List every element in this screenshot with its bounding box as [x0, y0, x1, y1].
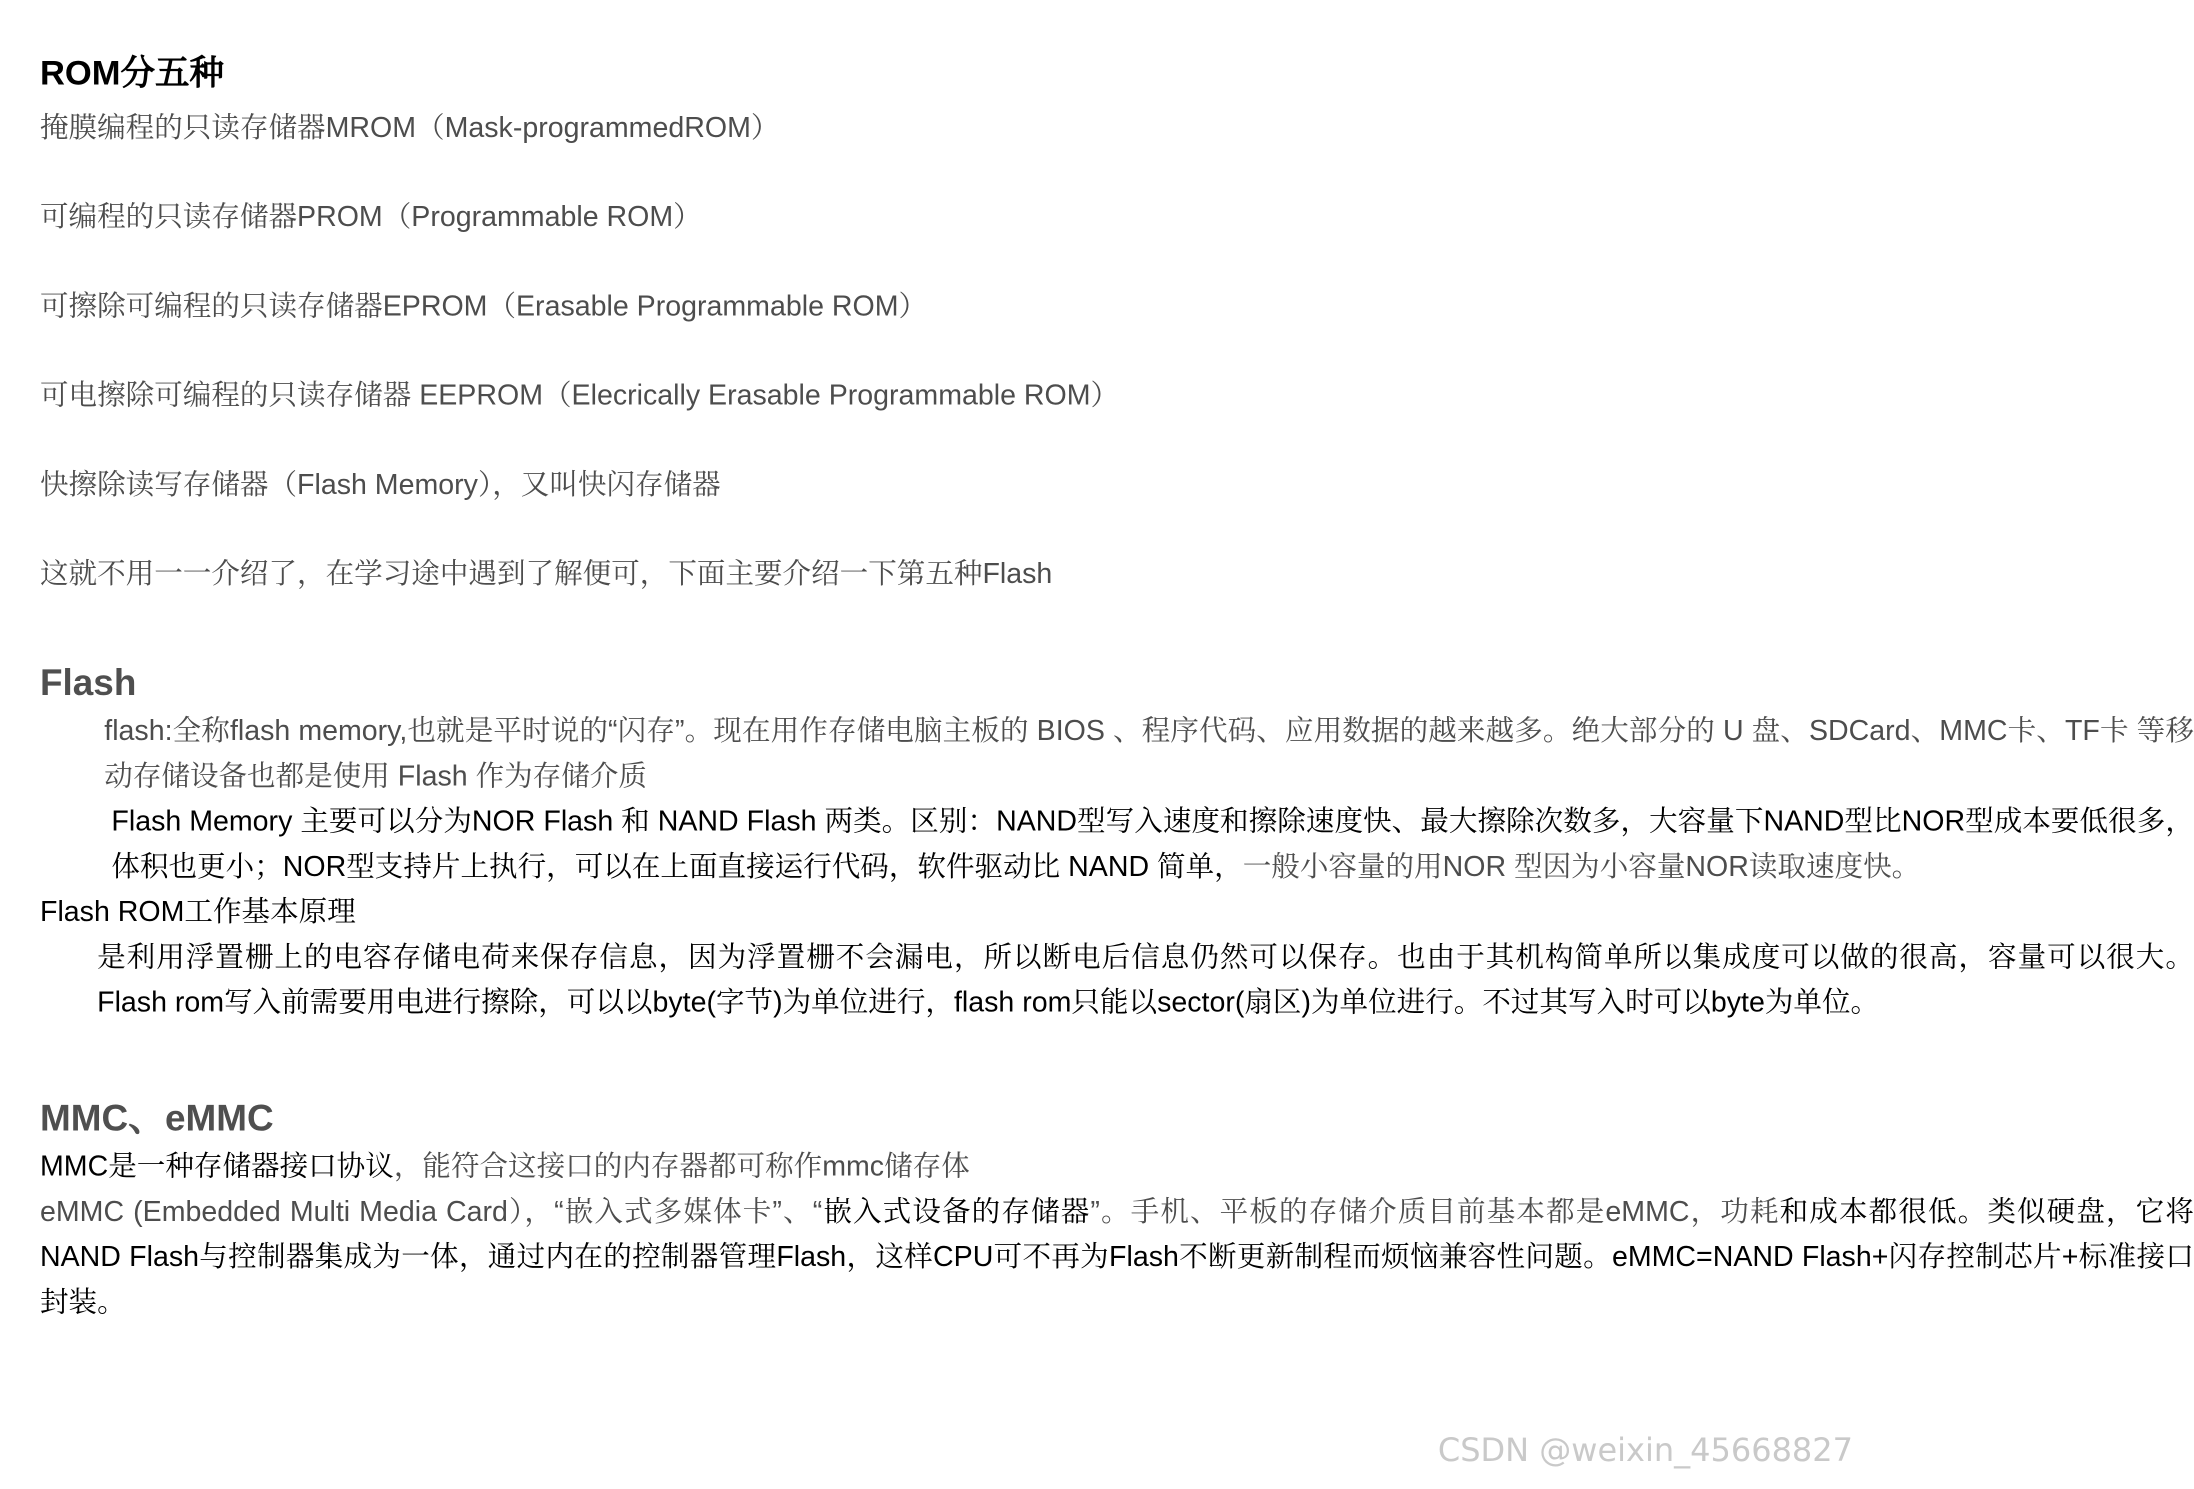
flash-paragraph-definition [40, 709, 2194, 799]
mmc-definition-lead: MMC是一种存储器接口协议 [40, 1150, 394, 1183]
rom-type-prom: 可编程的只读存储器PROM（Programmable ROM） [40, 201, 702, 234]
rom-type-mrom: 掩膜编程的只读存储器MROM（Mask-programmedROM） [40, 111, 780, 144]
flash-types-note: 一般小容量的用NOR 型因为小容量NOR读取速度快。 [1242, 850, 1921, 883]
emmc-highlight: 嵌入式设备的存储器 [822, 1195, 1091, 1229]
rom-type-flash: 快擦除读写存储器（Flash Memory），又叫快闪存储器 [40, 468, 721, 501]
flash-definition-usage: 用作存储电脑主板的 BIOS 、程序代码、应用数据的越来越多。绝大部分的 U 盘、SDCard、MMC卡、TF卡 等移动存储设备也都是使用 Flash 作为存储介质 [104, 715, 2194, 793]
article-content [40, 0, 2194, 1326]
flash-types-comparison: Flash Memory 主要可以分为NOR Flash 和 NAND Flash 两类。区别：NAND型写入速度和擦除速度快、最大擦除次数多，大容量下NAND型比NOR型成本要低很多，体积也更小；NOR型支持片上执行，可以在上面直接运行代码，软件驱动比 NAND 简单， [111, 805, 2194, 883]
csdn-watermark: CSDN @weixin_45668827 [1437, 1431, 1853, 1469]
emmc-usage: ”。手机、平板的存储介质目前基本都是eMMC，功耗 [1090, 1195, 1780, 1229]
emmc-detail: 和成本都很低。类似硬盘，它将NAND Flash与控制器集成为一体，通过内在的控制器管理Flash，这样CPU可不再为Flash不断更新制程而烦恼兼容性问题。eMMC=NAND Flash+闪存控制芯片+标准接口封装。 [40, 1195, 2194, 1319]
flash-paragraph-principle: 是利用浮置栅上的电容存储电荷来保存信息，因为浮置栅不会漏电，所以断电后信息仍然可以保存。也由于其机构简单所以集成度可以做的很高，容量可以很大。Flash rom写入前需要用电进行擦除，可以以byte(字节)为单位进行，flash rom只能以sector(扇区)为单位进行。不过其写入时可以byte为单位。 [97, 941, 2194, 1019]
rom-type-eprom: 可擦除可编程的只读存储器EPROM（Erasable Programmable ROM） [40, 290, 928, 323]
mmc-paragraph-definition [40, 1145, 2194, 1190]
flash-definition-lead: flash:全称flash memory,也就是平时说的“闪存”。现在 [104, 715, 771, 748]
rom-intro-note: 这就不用一一介绍了，在学习途中遇到了解便可，下面主要介绍一下第五种Flash [40, 558, 1053, 591]
emmc-paragraph [40, 1190, 2194, 1326]
flash-paragraph-types [40, 800, 2194, 890]
rom-heading: ROM分五种 [40, 54, 225, 93]
mmc-heading: MMC、eMMC [40, 1097, 274, 1139]
flash-principle-subheading: Flash ROM工作基本原理 [40, 896, 356, 929]
mmc-definition-rest: ，能符合这接口的内存器都可称作mmc储存体 [393, 1150, 970, 1183]
emmc-intro: eMMC (Embedded Multi Media Card），“嵌入式多媒体卡”、“ [40, 1195, 823, 1229]
flash-heading: Flash [40, 661, 137, 704]
rom-type-eeprom: 可电擦除可编程的只读存储器 EEPROM（Elecrically Erasable Programmable ROM） [40, 379, 1120, 412]
